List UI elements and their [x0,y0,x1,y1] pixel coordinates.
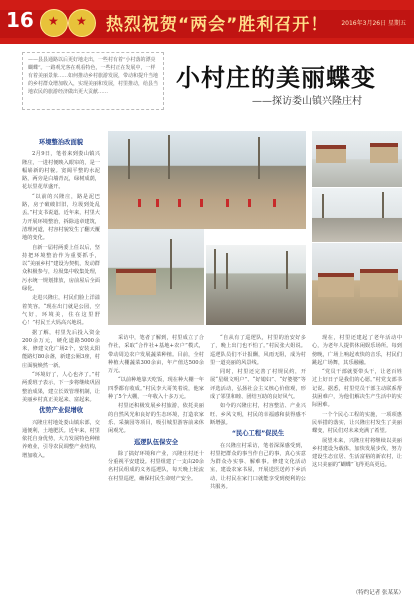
paragraph: 采访中，笔者了解到，村里成立了合作社，采取“合作社+基地+农户”模式，带动周边农户发展蔬菜种植。目前，全村种植大棚蔬菜300余亩，年产值达500余万元。 [108,335,204,375]
paragraph: “环境好了，人心也齐了。”村两委班子表示，下一步将继续巩固整治成果，建立长效管理机制，让美丽乡村真正美起来、富起来。 [22,372,100,403]
paragraph: 走进兴隆庄，村民们脸上洋溢着笑容。“现在出门就是公园，空气好，环境美，住在这里舒心！”村民王大妈高兴地说。 [22,295,100,327]
paragraph: 自新一届村两委上任以后，坚持把环境整治作为重要抓手，以“美丽乡村”建设为契机，发动群众积极参与，垃圾集中收集处理，污水统一规划排放，房前屋后全面绿化。 [22,244,100,293]
house-shape [370,143,398,163]
person-figure [248,199,251,207]
paragraph: 展望未来，兴隆庄村将继续以美丽乡村建设为载体，加快发展步伐，努力建设生态宜居、生活富裕的新农村，让这只美丽的“蝴蝶”飞得更高更远。 [312,437,402,469]
paragraph: 据了解，村里先后投入资金200余万元，硬化道路5000余米，修建文化广场2个，安装太阳能路灯80余盏，新建公厕3座，村庄面貌焕然一新。 [22,329,100,369]
tree-shape [258,137,260,179]
section-title: 巡逻队伍保安全 [133,438,179,446]
photo-tree-lined-road [206,245,306,325]
section-title: “民心工程”促民生 [231,430,285,438]
section-title: 优势产业促增收 [38,407,84,415]
person-figure [138,199,141,207]
emblem-icon [40,9,68,37]
article-column-2 [108,334,204,586]
paragraph: “自从有了巡逻队，村里的治安好多了，晚上出门也不怕了。”村民张大姐说。巡逻队员们不计报酬，风雨无阻，成为村里一道亮丽的风景线。 [210,335,306,366]
paragraph: 2月9日，笔者来到娄山镇兴隆庄，一进村便映入眼帘的，是一幅崭新的村貌。宽阔平整的水泥路，两旁是白墙青瓦，绿树成荫，花坛里花草盛开。 [22,151,100,191]
paragraph: 村里还积极发展乡村旅游，依托美丽的自然风光和良好的生态环境，打造农家乐、采摘园等项目，吸引城里游客前来休闲观光。 [108,403,204,435]
article-byline: （特约记者 张某某） [352,590,404,596]
photo-village-street [312,131,402,187]
photo-village-houses [312,243,402,325]
person-figure [226,199,229,207]
tree-shape [382,192,384,218]
article-column-3 [210,334,306,586]
house-shape [360,269,398,297]
tree-shape [226,253,228,289]
person-figure [200,199,203,207]
tree-shape [128,139,130,179]
house-shape [116,269,156,295]
paragraph: 如今的兴隆庄村，村容整洁、产业兴旺、乡风文明，村民的幸福感和获得感不断增强。 [210,403,306,426]
header-date: 2016年3月26日 星期五 [341,20,406,27]
article-column-4 [312,334,402,586]
person-figure [178,199,181,207]
paragraph: 兴隆庄村地处娄山镇东部，交通便利，土地肥沃。近年来，村里依托自身优势，大力发展特色种植养殖业，引导农民调整产业结构，增加收入。 [22,419,100,459]
header-band [0,0,414,44]
tree-shape [168,135,170,179]
intro-box: ——县县通路以后更好地走出，一些村有着“小村落的漂亮蝴蝶”。一路观光客在观看特色，一些村正在发展中，一样有着美丽景象……如何推动乡村旅游发展，带动和提升当地的乡村群众增加收入，实现美丽和发展，村里推动，给县当地农民的旅游经济做出更大贡献…… [22,52,164,110]
page-number: 16 [6,8,34,32]
paragraph: “党员干部就要带头干，让老百姓过上好日子是我们的心愿。”村党支部书记说。据悉，村里党员干部主动联系帮扶困难户，为他们解决生产生活中的实际困难。 [312,369,402,409]
person-figure [273,199,276,207]
article-headline: 小村庄的美丽蝶变 [176,63,376,92]
paragraph: 除了搞好环境和产业，兴隆庄村还十分重视平安建设。村里组建了一支由20余名村民组成的义务巡逻队，每天晚上轮流在村里巡逻，确保村民生命财产安全。 [108,450,204,482]
paragraph: 在兴隆庄村采访，笔者深深感受到，村里把群众的事当作自己的事，真心实意为群众办实事、解难事。修建文化活动室，建设农家书屋，开展送医送药下乡活动，让村民在家门口就能享受到便利的公共服务。 [210,442,306,491]
house-shape [316,145,346,163]
tree-shape [322,194,324,218]
paragraph: “以前的兴隆庄，路是泥巴路，房子破破旧旧，垃圾到处乱丢。”村支书说道。近年来，村里大力开展环境整治，拆除违章建筑，清理河道，村容村貌发生了翻天覆地的变化。 [22,193,100,242]
emblem-icon [68,9,96,37]
tree-shape [214,249,216,289]
house-shape [318,273,354,297]
tree-shape [170,239,172,289]
paragraph: “以前种地靠天吃饭，现在种大棚一年四季都有收成。”村民李大哥笑着说，他家种了5个大棚，一年收入十多万元。 [108,377,204,401]
paragraph: 一个个民心工程的实施，一项项惠民举措的落实，让兴隆庄村发生了美丽蝶变，村民们对未来充满了希望。 [312,411,402,435]
photo-square-dance [108,131,306,229]
paragraph: 同时，村里还完善了村规民约，开展“星级文明户”、“好媳妇”、“好婆婆”等评选活动，弘扬社会主义核心价值观，形成了邻里和睦、团结互助的良好风气。 [210,369,306,401]
article-column-1 [22,136,100,586]
header-title: 热烈祝贺“两会”胜利召开！ [106,15,329,35]
photo-village-road [312,188,402,242]
paragraph: 现在，村里还建起了老年活动中心，为老年人提供休闲娱乐场所。每到傍晚，广场上响起欢快的音乐，村民们跳起广场舞，其乐融融。 [312,335,402,366]
photo-courtyard [108,229,204,325]
person-figure [156,199,159,207]
tree-shape [286,251,288,289]
article-subhead: ——探访娄山镇兴隆庄村 [252,96,362,107]
section-title: 环境整治改面貌 [38,139,84,146]
